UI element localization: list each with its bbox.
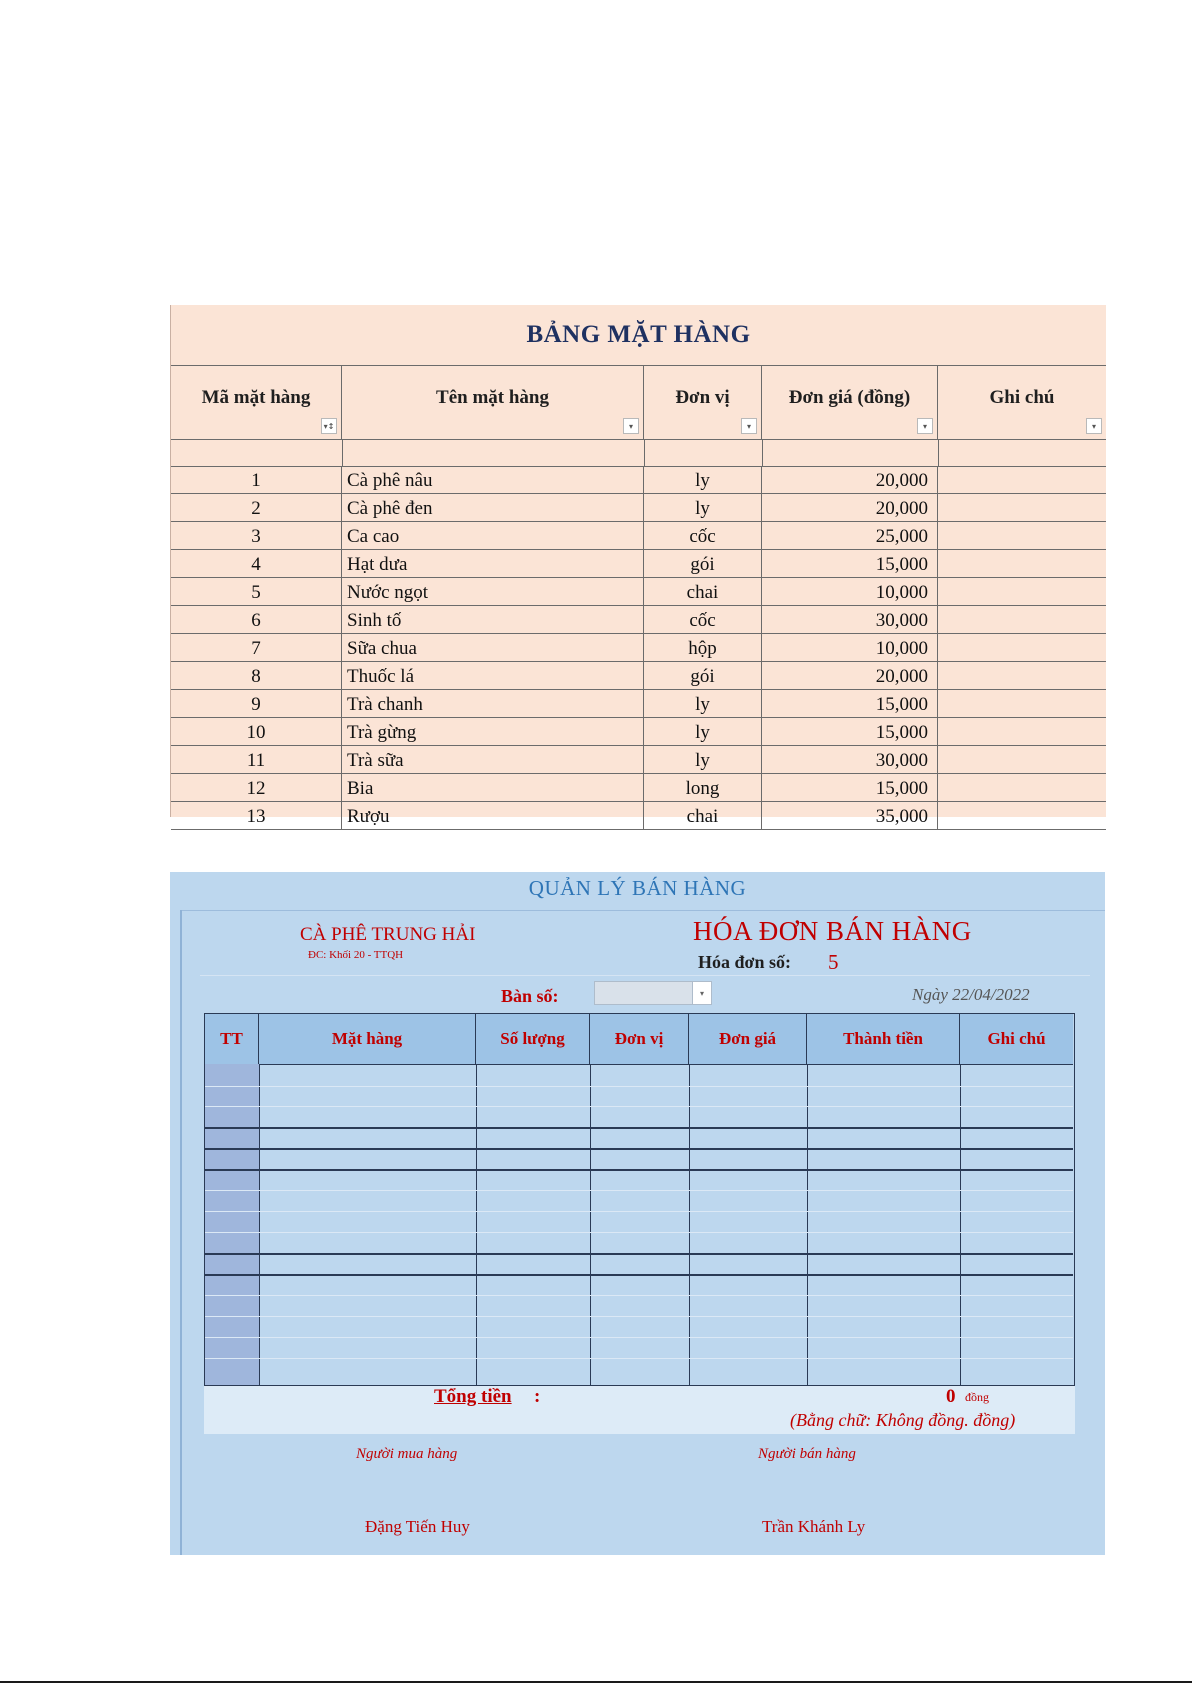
item-name-cell: Trà sữa (342, 746, 644, 773)
item-name-cell: Cà phê nâu (342, 466, 644, 493)
column-header-price: Đơn giá (689, 1014, 807, 1064)
sort-filter-icon[interactable]: ▾↕ (321, 418, 337, 434)
grid-row-line (205, 1190, 1073, 1191)
table-row (171, 606, 1106, 634)
item-name-cell: Sinh tố (342, 606, 644, 633)
item-note-cell (938, 662, 1106, 689)
grid-row-line (205, 1148, 1073, 1150)
buyer-name: Đặng Tiến Huy (365, 1517, 470, 1536)
divider (180, 910, 1105, 911)
item-unit-cell: ly (644, 746, 762, 773)
invoice-date: Ngày 22/04/2022 (912, 985, 1030, 1004)
item-code-cell: 8 (171, 662, 342, 689)
bill-number-label: Hóa đơn số: (698, 952, 791, 972)
column-header-unit: Đơn vị (590, 1014, 689, 1064)
grid-row-line (205, 1274, 1073, 1276)
seller-label: Người bán hàng (758, 1446, 856, 1462)
item-note-cell (938, 466, 1106, 493)
item-name-cell: Trà gừng (342, 718, 644, 745)
grid-row-line (205, 1169, 1073, 1171)
items-table (170, 305, 1106, 827)
item-price-cell: 10,000 (762, 578, 938, 605)
item-code-cell: 12 (171, 774, 342, 801)
item-price-cell: 15,000 (762, 774, 938, 801)
dropdown-arrow-icon[interactable]: ▾ (917, 418, 933, 434)
dropdown-arrow-icon[interactable]: ▾ (692, 981, 712, 1005)
item-unit-cell: ly (644, 466, 762, 493)
column-header-amount: Thành tiền (807, 1014, 960, 1064)
total-unit: đồng (965, 1390, 989, 1404)
total-in-words: (Bằng chữ: Không đồng. đồng) (790, 1410, 1016, 1430)
item-unit-cell: gói (644, 662, 762, 689)
table-row (171, 718, 1106, 746)
column-header-name (342, 365, 644, 439)
invoice-grid-header (205, 1014, 1073, 1065)
grid-row-line (205, 1106, 1073, 1107)
divider (200, 975, 1090, 976)
item-price-cell: 30,000 (762, 746, 938, 773)
item-price-cell: 30,000 (762, 606, 938, 633)
table-row (171, 522, 1106, 550)
grid-row-line (205, 1337, 1073, 1338)
item-name-cell: Bia (342, 774, 644, 801)
grid-row-line (205, 1127, 1073, 1129)
table-row (171, 494, 1106, 522)
shop-name: CÀ PHÊ TRUNG HẢI (300, 924, 476, 945)
total-label: Tổng tiền (434, 1386, 512, 1407)
item-price-cell: 35,000 (762, 802, 938, 829)
table-number-label: Bàn số: (501, 986, 559, 1006)
table-row (171, 466, 1106, 494)
column-header-label: Đơn vị (675, 387, 730, 408)
items-table-body (171, 466, 1106, 830)
item-name-cell: Hạt dưa (342, 550, 644, 577)
grid-row-line (205, 1086, 1073, 1087)
table-row (171, 746, 1106, 774)
item-price-cell: 20,000 (762, 494, 938, 521)
invoice-header-title: QUẢN LÝ BÁN HÀNG (528, 876, 747, 900)
grid-row-line (205, 1358, 1073, 1359)
item-price-cell: 25,000 (762, 522, 938, 549)
item-code-cell: 4 (171, 550, 342, 577)
item-price-cell: 15,000 (762, 550, 938, 577)
total-colon: : (534, 1386, 541, 1407)
item-name-cell: Cà phê đen (342, 494, 644, 521)
items-table-header (171, 365, 1106, 440)
grid-row-line (205, 1211, 1073, 1212)
buyer-label: Người mua hàng (356, 1446, 458, 1462)
dropdown-arrow-icon[interactable]: ▾ (623, 418, 639, 434)
column-header-label: Đơn giá (đồng) (788, 387, 911, 408)
grid-row-line (205, 1232, 1073, 1233)
column-header-code (171, 365, 342, 439)
item-name-cell: Sữa chua (342, 634, 644, 661)
item-price-cell: 15,000 (762, 690, 938, 717)
item-unit-cell: cốc (644, 522, 762, 549)
item-note-cell (938, 774, 1106, 801)
dropdown-arrow-icon[interactable]: ▾ (1086, 418, 1102, 434)
dropdown-arrow-icon[interactable]: ▾ (741, 418, 757, 434)
table-row (171, 634, 1106, 662)
invoice-panel (170, 872, 1105, 1555)
item-note-cell (938, 494, 1106, 521)
item-price-cell: 20,000 (762, 466, 938, 493)
item-code-cell: 10 (171, 718, 342, 745)
table-row (171, 578, 1106, 606)
column-header-unit (644, 365, 762, 439)
column-header-quantity: Số lượng (476, 1014, 590, 1064)
item-code-cell: 5 (171, 578, 342, 605)
total-value: 0 (946, 1386, 956, 1407)
empty-row (171, 439, 1106, 467)
item-unit-cell: gói (644, 550, 762, 577)
table-row (171, 550, 1106, 578)
column-header-note: Ghi chú (987, 1029, 1046, 1048)
item-code-cell: 13 (171, 802, 342, 829)
bill-number: 5 (828, 950, 839, 974)
item-unit-cell: chai (644, 802, 762, 829)
item-note-cell (938, 634, 1106, 661)
item-note-cell (938, 718, 1106, 745)
column-header-label: Ghi chú (989, 387, 1055, 408)
item-note-cell (938, 578, 1106, 605)
item-unit-cell: cốc (644, 606, 762, 633)
item-name-cell: Nước ngọt (342, 578, 644, 605)
item-code-cell: 7 (171, 634, 342, 661)
item-unit-cell: ly (644, 494, 762, 521)
item-price-cell: 20,000 (762, 662, 938, 689)
seller-name: Trần Khánh Ly (762, 1517, 866, 1536)
table-number-select[interactable] (594, 981, 712, 1005)
grid-row-line (205, 1295, 1073, 1296)
item-code-cell: 3 (171, 522, 342, 549)
item-note-cell (938, 746, 1106, 773)
column-header-label: Mã mặt hàng (201, 387, 311, 408)
table-row (171, 774, 1106, 802)
item-unit-cell: ly (644, 718, 762, 745)
item-name-cell: Ca cao (342, 522, 644, 549)
table-row (171, 662, 1106, 690)
item-name-cell: Trà chanh (342, 690, 644, 717)
shop-address: ĐC: Khối 20 - TTQH (308, 949, 404, 961)
item-unit-cell: hộp (644, 634, 762, 661)
item-price-cell: 10,000 (762, 634, 938, 661)
column-header-note (938, 365, 1106, 439)
page-bottom-border (0, 1681, 1192, 1683)
grid-row-line (205, 1253, 1073, 1255)
item-unit-cell: long (644, 774, 762, 801)
item-name-cell: Rượu (342, 802, 644, 829)
column-header-item: Mặt hàng (259, 1014, 476, 1064)
item-code-cell: 11 (171, 746, 342, 773)
column-header-tt: TT (205, 1014, 259, 1064)
item-unit-cell: chai (644, 578, 762, 605)
grid-row-line (205, 1316, 1073, 1317)
column-header-price (762, 365, 938, 439)
item-code-cell: 1 (171, 466, 342, 493)
table-row (171, 690, 1106, 718)
item-note-cell (938, 606, 1106, 633)
invoice-items-grid (204, 1013, 1075, 1386)
table-row (171, 802, 1106, 830)
divider (180, 910, 182, 1555)
column-header-label: Tên mặt hàng (436, 387, 549, 408)
items-table-title: BẢNG MẶT HÀNG (171, 305, 1106, 366)
item-note-cell (938, 522, 1106, 549)
item-unit-cell: ly (644, 690, 762, 717)
item-note-cell (938, 802, 1106, 829)
item-code-cell: 9 (171, 690, 342, 717)
item-code-cell: 6 (171, 606, 342, 633)
item-note-cell (938, 550, 1106, 577)
item-code-cell: 2 (171, 494, 342, 521)
item-note-cell (938, 690, 1106, 717)
item-price-cell: 15,000 (762, 718, 938, 745)
item-name-cell: Thuốc lá (342, 662, 644, 689)
bill-title: HÓA ĐƠN BÁN HÀNG (693, 916, 972, 946)
